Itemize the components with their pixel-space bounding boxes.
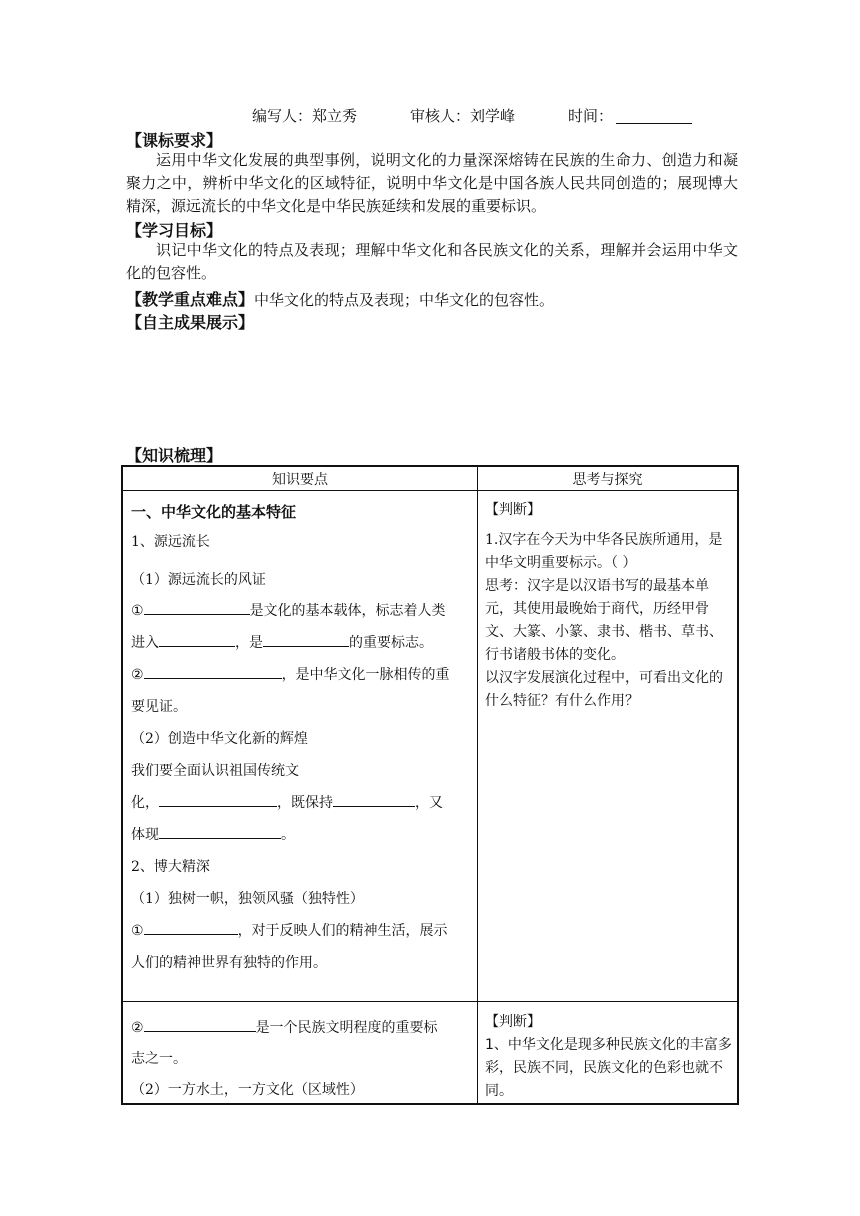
list-item: （2）创造中华文化新的辉煌 bbox=[131, 731, 308, 747]
row-divider bbox=[123, 1001, 737, 1002]
list-item: 要见证。 bbox=[131, 699, 187, 715]
judge-question: 1、中华文化是现多种民族文化的丰富多彩，民族不同，民族文化的色彩也就不同。 bbox=[485, 1037, 732, 1099]
time-label: 时间： bbox=[568, 107, 614, 125]
fill-in-row: 进入 ，是 的重要标志。 bbox=[131, 632, 433, 652]
list-item: （1）源远流长的风证 bbox=[131, 572, 266, 588]
judge-question: 1.汉字在今天为中华各民族所通用，是中华文明重要标示。（ ） bbox=[485, 532, 723, 571]
fill-in-row: ① 是文化的基本载体，标志着人类 bbox=[131, 600, 446, 620]
blank-line bbox=[159, 824, 281, 839]
ask-text: 以汉字发展演化过程中，可看出文化的什么特征？有什么作用？ bbox=[485, 670, 723, 709]
list-item: （1）独树一帜，独领风骚（独特性） bbox=[131, 891, 364, 907]
keypoints-text: 中华文化的特点及表现；中华文化的包容性。 bbox=[254, 291, 555, 309]
list-item: （2）一方水土，一方文化（区域性） bbox=[131, 1082, 364, 1098]
col-left-header: 知识要点 bbox=[272, 472, 328, 488]
judge-tag: 【判断】 bbox=[485, 1014, 541, 1030]
section-heading: 一、中华文化的基本特征 bbox=[131, 503, 297, 521]
col-right-header: 思考与探究 bbox=[572, 472, 643, 488]
list-item: 我们要全面认识祖国传统文 bbox=[131, 763, 299, 779]
header-info bbox=[252, 105, 712, 129]
reviewer-label: 审核人：刘学峰 bbox=[410, 107, 516, 125]
results-title: 【自主成果展示】 bbox=[126, 313, 255, 332]
blank-line bbox=[144, 920, 238, 935]
list-item: 人们的精神世界有独特的作用。 bbox=[131, 955, 327, 971]
blank-line bbox=[159, 632, 235, 647]
list-item: 1、源远流长 bbox=[131, 534, 210, 550]
header-divider bbox=[123, 490, 737, 491]
fill-in-row: ① ，对于反映人们的精神生活，展示 bbox=[131, 920, 448, 940]
blank-line bbox=[144, 664, 282, 679]
blank-line bbox=[144, 600, 250, 615]
fill-in-row: 化， ，既保持 ，又 bbox=[131, 792, 443, 812]
list-item: 2、博大精深 bbox=[131, 859, 210, 875]
blank-line bbox=[333, 792, 415, 807]
author-label: 编写人：郑立秀 bbox=[252, 107, 358, 125]
fill-in-row: 体现 。 bbox=[131, 824, 295, 844]
judge-tag: 【判断】 bbox=[485, 502, 541, 518]
goals-text: 识记中华文化的特点及表现；理解中华文化和各民族文化的关系，理解并会运用中华文化的包容性。 bbox=[126, 241, 738, 282]
knowledge-title: 【知识梳理】 bbox=[126, 446, 223, 465]
list-item: 志之一。 bbox=[131, 1051, 187, 1067]
blank-line bbox=[159, 792, 277, 807]
curriculum-text: 运用中华文化发展的典型事例，说明文化的力量深深熔铸在民族的生命力、创造力和凝聚力之中，辨析中华文化的区域特征，说明中华文化是中国各族人民共同创造的；展现博大精深，源远流长的中华文化是中华民族延续和发展的重要标识。 bbox=[126, 151, 738, 215]
keypoints-title: 【教学重点难点】 bbox=[126, 290, 255, 309]
column-divider bbox=[477, 467, 478, 1103]
think-text: 思考：汉字是以汉语书写的最基本单元，其使用最晚始于商代，历经甲骨文、大篆、小篆、隶书、楷书、草书、行书诸般书体的变化。 bbox=[485, 578, 723, 663]
goals-title: 【学习目标】 bbox=[126, 221, 223, 240]
curriculum-title: 【课标要求】 bbox=[126, 131, 223, 150]
time-blank bbox=[616, 123, 692, 124]
fill-in-row: ② 是一个民族文明程度的重要标 bbox=[131, 1017, 438, 1037]
blank-line bbox=[263, 632, 349, 647]
knowledge-table bbox=[121, 465, 739, 1105]
keypoints-line bbox=[126, 287, 554, 310]
blank-line bbox=[144, 1017, 256, 1032]
fill-in-row: ② ，是中华文化一脉相传的重 bbox=[131, 664, 450, 684]
